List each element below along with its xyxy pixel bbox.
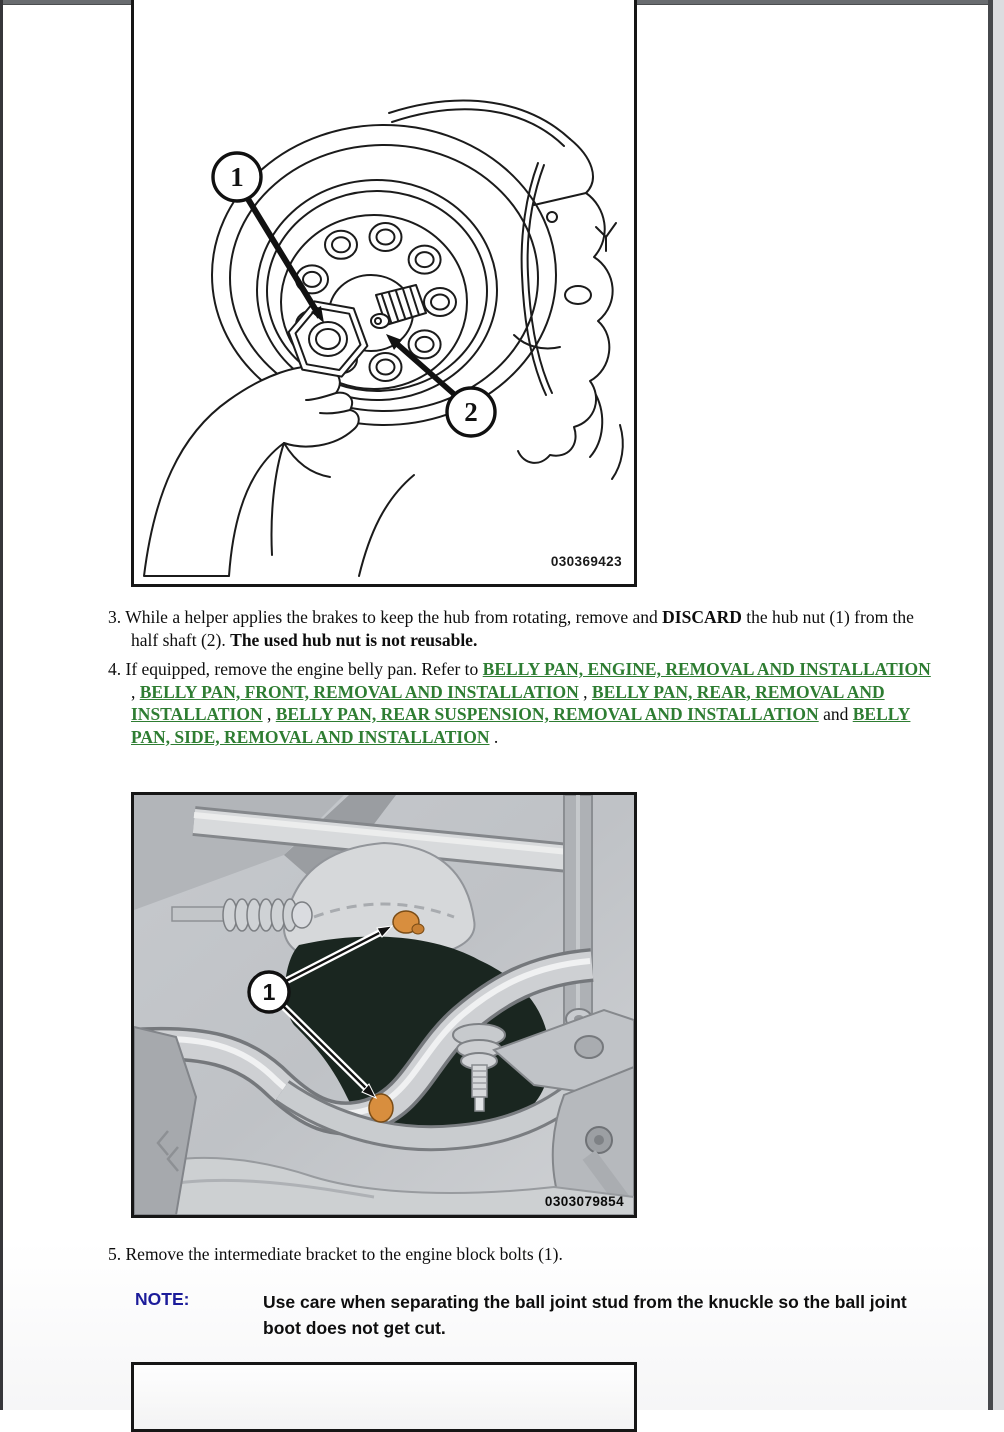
hub-nut-line-drawing — [134, 0, 634, 584]
figure-next-partial — [131, 1362, 637, 1432]
page-edge-right-fill — [993, 0, 1004, 1410]
separator: . — [489, 726, 499, 747]
page-edge-left — [0, 0, 3, 1410]
step-4-text: If equipped, remove the engine belly pan. Refer to — [125, 659, 483, 679]
note-label: NOTE: — [135, 1289, 190, 1309]
step-3-text-2: the hub nut (1) from the half shaft (2). — [131, 607, 914, 650]
hand-drawing — [144, 366, 414, 576]
figure-ball-joint-render — [131, 792, 637, 1218]
link-belly-pan-engine[interactable]: BELLY PAN, ENGINE, REMOVAL AND INSTALLATION — [482, 659, 931, 679]
page-edge-right — [988, 0, 993, 1410]
callout-1-label: 1 — [262, 979, 276, 1005]
ball-joint-render — [134, 795, 634, 1215]
step-5-text: Remove the intermediate bracket to the engine block bolts (1). — [125, 1244, 563, 1264]
link-belly-pan-rear[interactable]: BELLY PAN, REAR, REMOVAL AND INSTALLATION — [131, 681, 885, 724]
separator: , — [131, 681, 140, 702]
separator: , — [578, 681, 592, 702]
callout-1-label: 1 — [230, 162, 244, 192]
step-3-number: 3. — [108, 607, 122, 627]
step-3-bold-discard: DISCARD — [662, 607, 742, 627]
callout-2-label: 2 — [464, 397, 478, 427]
step-3-bold-warning: The used hub nut is not reusable. — [230, 629, 478, 650]
step-4-number: 4. — [108, 659, 122, 679]
figure-hub-nut-illustration — [131, 0, 637, 587]
step-3-text: While a helper applies the brakes to keep the hub from rotating, remove and — [125, 607, 663, 627]
link-belly-pan-front[interactable]: BELLY PAN, FRONT, REMOVAL AND INSTALLATION — [139, 681, 579, 702]
callout-1 — [213, 153, 324, 323]
steering-knuckle-drawing — [389, 101, 623, 479]
step-3 — [108, 606, 933, 651]
step-5 — [108, 1243, 933, 1266]
link-belly-pan-side[interactable]: BELLY PAN, SIDE, REMOVAL AND INSTALLATION — [131, 704, 911, 747]
step-4 — [108, 658, 933, 748]
link-belly-pan-rear-suspension[interactable]: BELLY PAN, REAR SUSPENSION, REMOVAL AND INSTALLATION — [275, 704, 819, 724]
separator: , — [262, 704, 276, 724]
separator: and — [818, 704, 853, 724]
note-text: Use care when separating the ball joint stud from the knuckle so the ball joint boot does not get cut. — [263, 1292, 907, 1338]
figure-2-number: 0303079854 — [544, 1194, 624, 1209]
step-5-number: 5. — [108, 1244, 122, 1264]
figure-1-number: 030369423 — [550, 554, 622, 569]
